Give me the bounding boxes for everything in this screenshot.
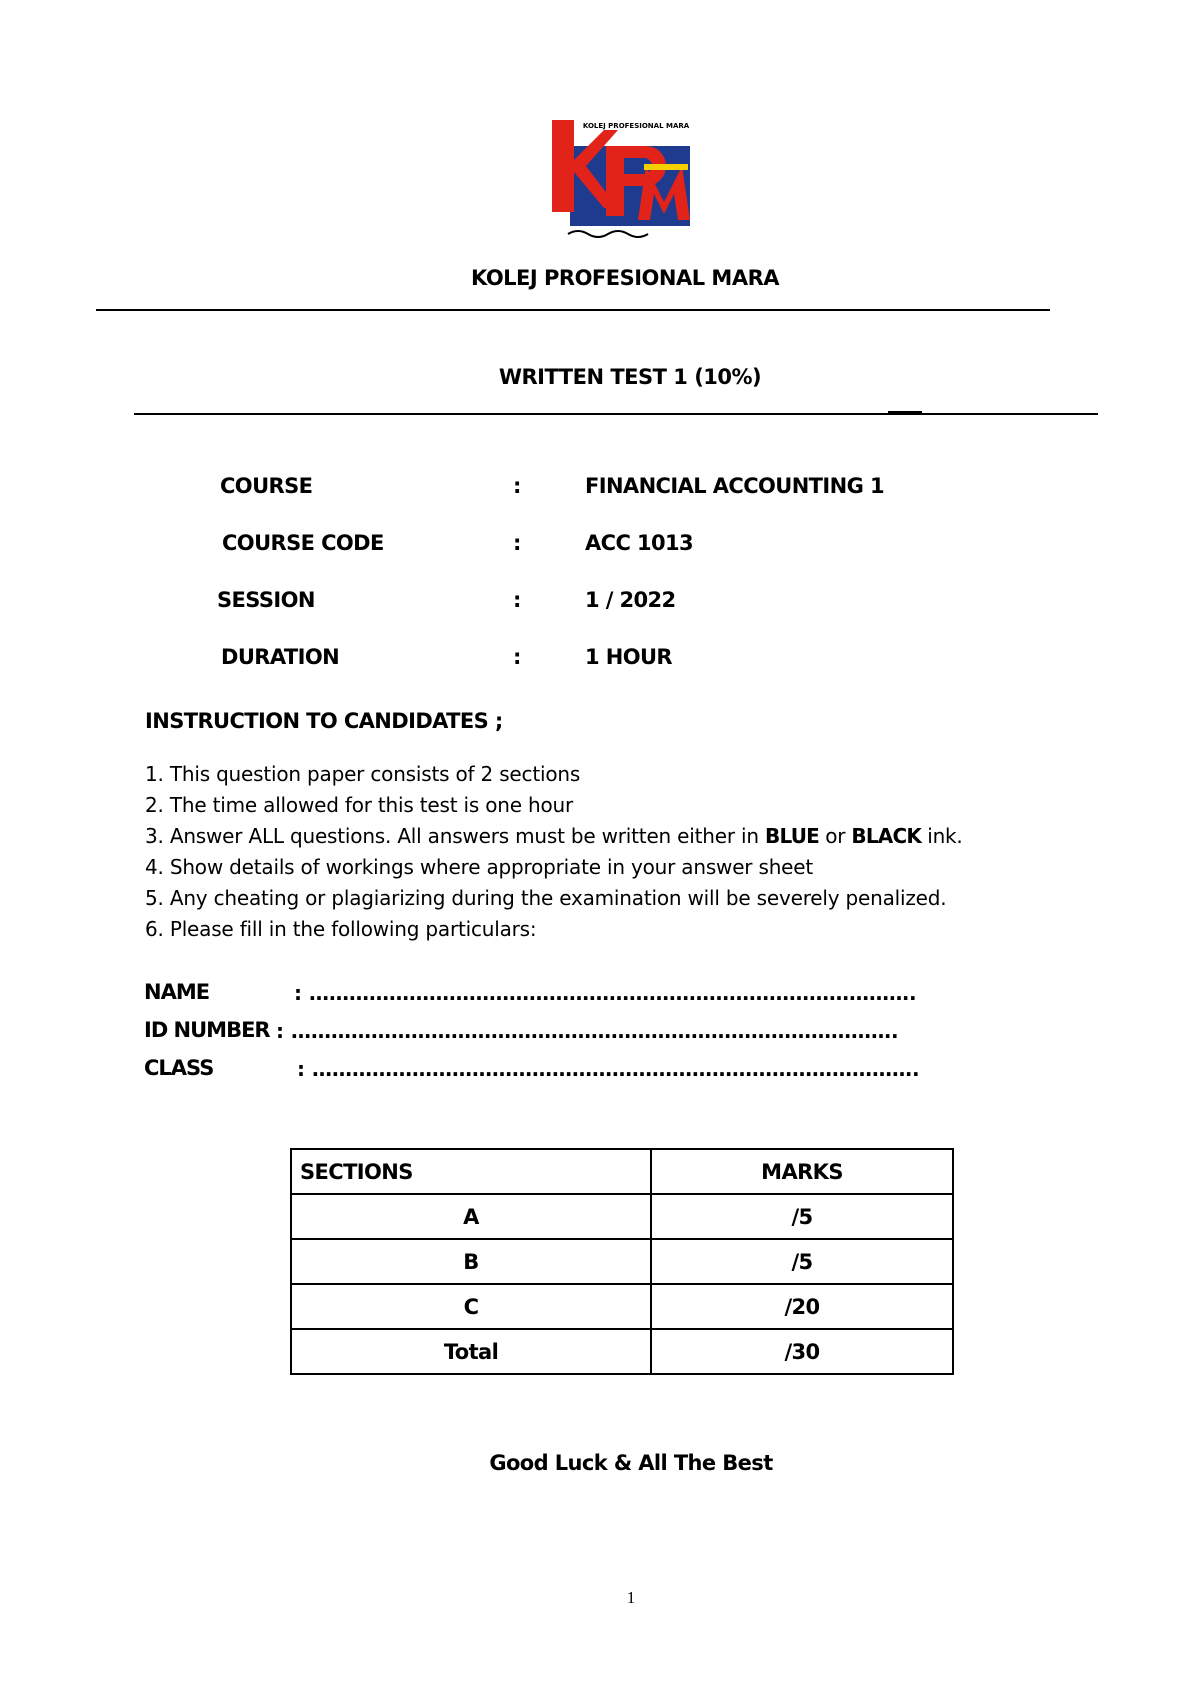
instruction-item: 1. This question paper consists of 2 sections xyxy=(145,762,581,786)
info-label-session: SESSION xyxy=(217,588,315,612)
field-label-name: NAME xyxy=(144,980,210,1004)
info-value-session: 1 / 2022 xyxy=(585,588,676,612)
info-colon: : xyxy=(513,645,521,669)
instruction-text: ink. xyxy=(921,824,963,848)
instruction-item xyxy=(145,821,963,852)
table-header-marks: MARKS xyxy=(651,1149,953,1194)
id-number-fill-line[interactable]: : ………………………………………………………………………………. xyxy=(276,1019,899,1043)
marks-cell: /5 xyxy=(651,1194,953,1239)
divider-line xyxy=(96,309,1050,311)
info-value-duration: 1 HOUR xyxy=(585,645,672,669)
instruction-text: 3. Answer ALL questions. All answers must be written either in xyxy=(145,824,766,848)
page-number: 1 xyxy=(626,1588,636,1607)
marks-cell: /5 xyxy=(651,1239,953,1284)
info-label-course: COURSE xyxy=(220,474,313,498)
instruction-item: 5. Any cheating or plagiarizing during the examination will be severely penalized. xyxy=(145,886,947,910)
good-luck-message: Good Luck & All The Best xyxy=(489,1451,773,1475)
field-label-id-number: ID NUMBER xyxy=(144,1018,270,1042)
marks-cell: /20 xyxy=(651,1284,953,1329)
info-colon: : xyxy=(513,531,521,555)
section-cell: C xyxy=(291,1284,651,1329)
institution-name: KOLEJ PROFESIONAL MARA xyxy=(470,266,780,290)
name-fill-line[interactable]: : ………………………………………………………………………………. xyxy=(294,981,917,1005)
instruction-item: 2. The time allowed for this test is one hour xyxy=(145,793,574,817)
table-row xyxy=(291,1194,953,1239)
ink-color-black: BLACK xyxy=(851,824,922,848)
table-row-total xyxy=(291,1329,953,1374)
kpm-logo xyxy=(548,116,710,248)
info-colon: : xyxy=(513,474,521,498)
instruction-item: 4. Show details of workings where appropriate in your answer sheet xyxy=(145,855,814,879)
info-colon: : xyxy=(513,588,521,612)
table-header-sections: SECTIONS xyxy=(291,1149,651,1194)
info-label-course-code: COURSE CODE xyxy=(222,531,384,555)
info-value-course: FINANCIAL ACCOUNTING 1 xyxy=(585,474,884,498)
instructions-list xyxy=(145,759,963,945)
test-title: WRITTEN TEST 1 (10%) xyxy=(498,365,762,389)
divider-line-mark xyxy=(888,411,922,413)
instruction-item: 6. Please fill in the following particulars: xyxy=(145,917,537,941)
section-cell: A xyxy=(291,1194,651,1239)
section-cell-total: Total xyxy=(291,1329,651,1374)
info-value-course-code: ACC 1013 xyxy=(585,531,694,555)
class-fill-line[interactable]: : ………………………………………………………………………………. xyxy=(297,1057,920,1081)
table-row xyxy=(291,1239,953,1284)
instruction-text: or xyxy=(819,824,852,848)
info-label-duration: DURATION xyxy=(221,645,340,669)
ink-color-blue: BLUE xyxy=(765,824,820,848)
instructions-heading: INSTRUCTION TO CANDIDATES ; xyxy=(145,709,503,733)
table-row xyxy=(291,1284,953,1329)
section-cell: B xyxy=(291,1239,651,1284)
marks-table xyxy=(290,1148,954,1375)
table-header-row xyxy=(291,1149,953,1194)
logo-top-text: KOLEJ PROFESIONAL MARA xyxy=(582,122,690,130)
field-label-class: CLASS xyxy=(144,1056,214,1080)
marks-cell-total: /30 xyxy=(651,1329,953,1374)
divider-line xyxy=(134,413,1098,415)
